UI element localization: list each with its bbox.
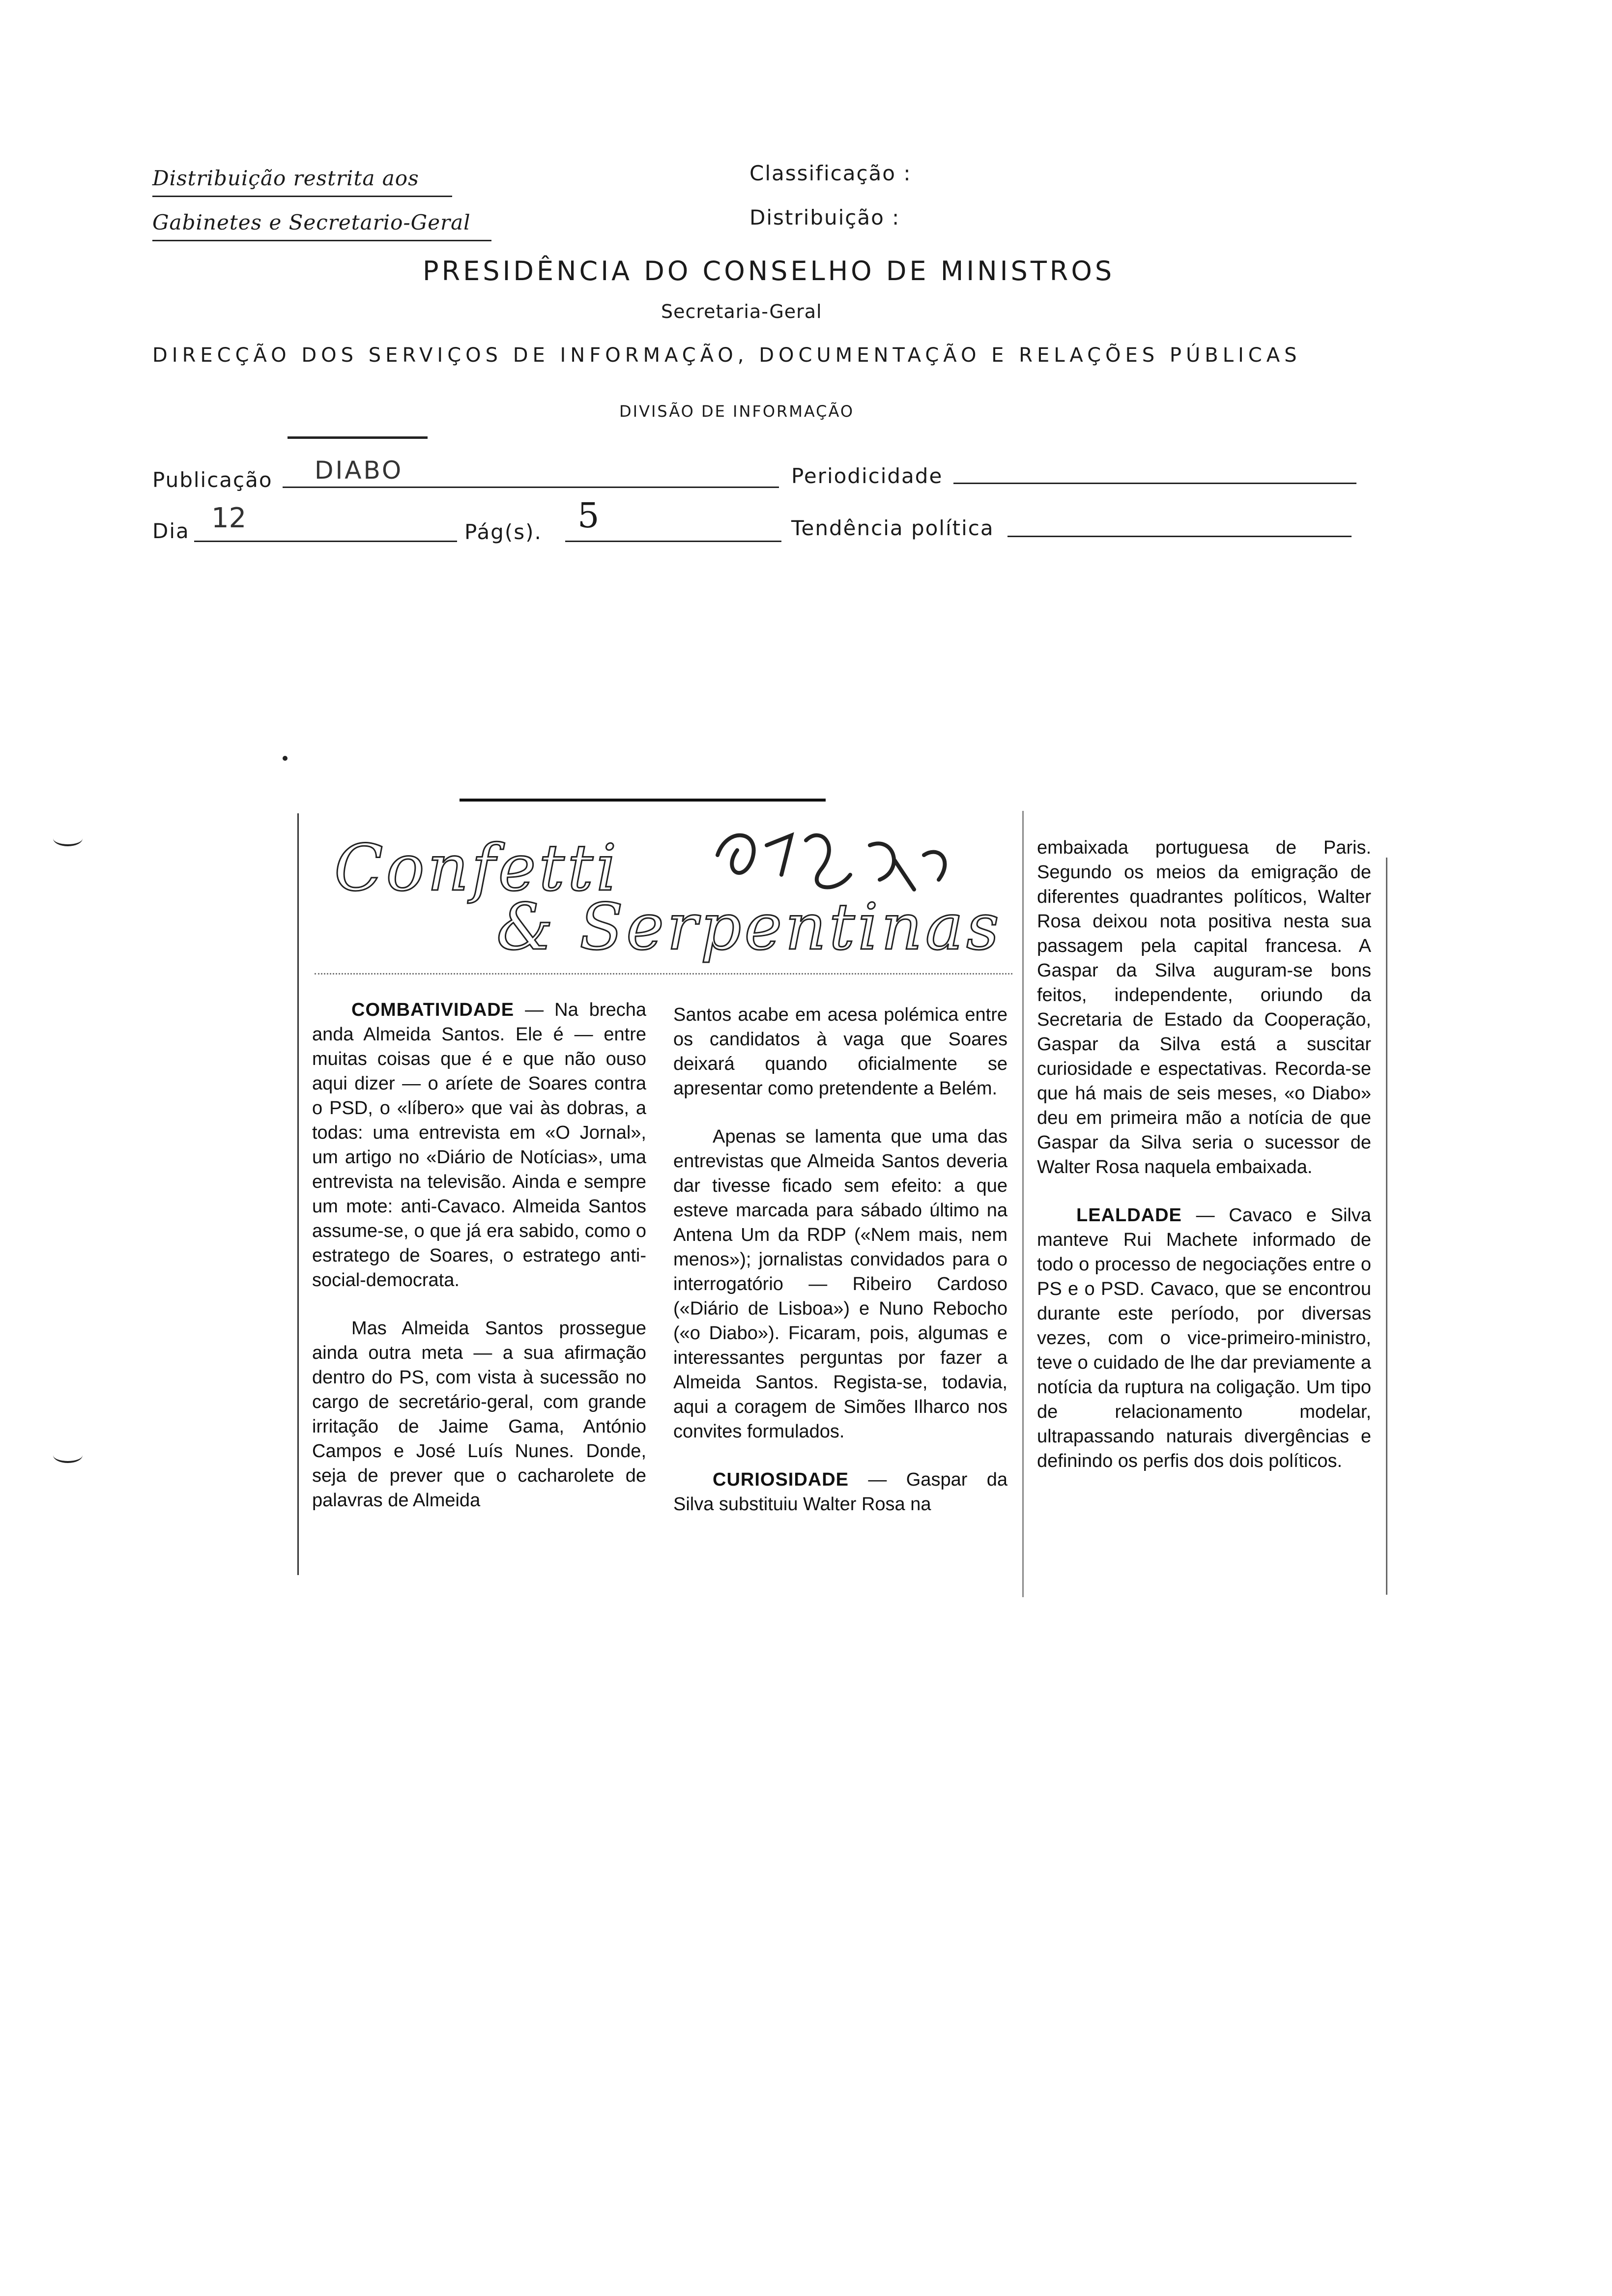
clipping-title-line2: & Serpentinas — [496, 890, 1002, 964]
clipping-left-edge — [297, 813, 299, 1575]
clipping-top-rule — [460, 799, 826, 802]
distribution-label: Distribuição : — [749, 205, 900, 230]
division-title: DIVISÃO DE INFORMAÇÃO — [619, 402, 855, 421]
column-divider — [1022, 811, 1024, 1597]
pages-label: Pág(s). — [464, 520, 542, 544]
political-tendency-line — [1008, 536, 1352, 537]
handwritten-scribble — [708, 816, 963, 914]
paragraph: CURIOSIDADE — Gaspar da Silva substituiu Walter Rosa na — [673, 1469, 1008, 1515]
directorate-title: DIRECÇÃO DOS SERVIÇOS DE INFORMAÇÃO, DOCUMENTAÇÃO E RELAÇÕES PÚBLICAS — [152, 344, 1301, 367]
stamp-bar — [288, 436, 428, 439]
pages-value: 5 — [577, 495, 600, 536]
day-label: Dia — [152, 519, 190, 543]
clipping-title-line1: Confetti — [334, 831, 620, 905]
paragraph: COMBATIVIDADE — Na brecha anda Almeida Santos. Ele é — entre muitas coisas que é e que não ouso aqui dizer — o aríete de Soares contra o PSD, o «líbero» que vai às dobras, a todas: uma entrevista em «O Jornal», um artigo no «Diário de Notícias», uma entrevista na televisão. Ainda e sempre um mote: anti-Cavaco. Almeida Santos assume-se, o que já era sabido, como o estratego de Soares, o estratego anti-social-democrata. — [312, 1000, 646, 1291]
underline — [152, 240, 491, 241]
article-column-3 — [1037, 835, 1371, 1497]
punch-mark — [53, 831, 83, 846]
dotted-rule — [315, 973, 1012, 975]
underline — [152, 196, 452, 197]
paragraph: Mas Almeida Santos prossegue ainda outra meta — a sua afirmação dentro do PS, com vista à sucessão no cargo de secretário-geral, com grande irritação de Jaime Gama, António Campos e José Luís Nunes. Donde, seja de prever que o cacharolete de palavras de Almeida — [312, 1318, 646, 1511]
section-lead: COMBATIVIDADE — [351, 1000, 515, 1020]
paragraph: LEALDADE — Cavaco e Silva manteve Rui Machete informado de todo o processo de negociações entre o PS e o PSD. Cavaco, que se encontrou durante este período, por diversas vezes, com o vice-primeiro-ministro, teve o cuidado de lhe dar previamente a notícia da ruptura na coligação. Um tipo de relacionamento modelar, ultrapassando naturais divergências e definindo os perfis dos dois políticos. — [1037, 1205, 1371, 1471]
day-line — [194, 541, 457, 542]
publication-label: Publicação — [152, 468, 273, 492]
paragraph: Santos acabe em acesa polémica entre os candidatos à vaga que Soares deixará quando oficialmente se apresentar como pretendente a Belém. — [673, 1004, 1008, 1099]
day-value: 12 — [211, 502, 247, 534]
punch-mark — [53, 1447, 83, 1463]
paragraph: embaixada portuguesa de Paris. Segundo os meios da emigração de diferentes quadrantes políticos, Walter Rosa deixou nota positiva nesta sua passagem pela capital francesa. A Gaspar da Silva auguram-se bons feitos, independente, oriundo da Secretaria de Estado da Cooperação, Gaspar da Silva está a suscitar curiosidade e espectativas. Recorda-se que há mais de seis meses, «o Diabo» deu em primeira mão a notícia de que Gaspar da Silva seria o sucessor de Walter Rosa naquela embaixada. — [1037, 837, 1371, 1177]
section-lead: CURIOSIDADE — [713, 1469, 849, 1490]
periodicity-label: Periodicidade — [791, 464, 943, 488]
distribution-note-line1: Distribuição restrita aos — [152, 166, 419, 190]
periodicity-line — [953, 483, 1356, 484]
political-tendency-label: Tendência política — [791, 516, 994, 540]
classification-label: Classificação : — [749, 161, 912, 185]
article-column-2 — [673, 1003, 1008, 1540]
institution-title: PRESIDÊNCIA DO CONSELHO DE MINISTROS — [423, 256, 1115, 287]
publication-line — [283, 487, 779, 488]
paragraph: Apenas se lamenta que uma das entrevistas que Almeida Santos deveria dar tivesse ficado sem efeito: a que esteve marcada para sábado último na Antena Um da RDP («Nem mais, nem menos»); jornalistas convidados para o interrogatório — Ribeiro Cardoso («Diário de Lisboa») e Nuno Rebocho («o Diabo»). Ficaram, pois, algumas e interessantes perguntas por fazer a Almeida Santos. Regista-se, todavia, aqui a coragem de Simões Ilharco nos convites formulados. — [673, 1126, 1008, 1442]
pages-line — [565, 541, 781, 542]
section-lead: LEALDADE — [1076, 1205, 1182, 1226]
speck — [283, 756, 288, 761]
distribution-note-line2: Gabinetes e Secretario-Geral — [152, 210, 471, 234]
secretariat-title: Secretaria-Geral — [661, 301, 822, 322]
clipping-right-edge — [1386, 858, 1387, 1595]
article-column-1 — [312, 998, 646, 1536]
publication-value: DIABO — [315, 456, 403, 485]
